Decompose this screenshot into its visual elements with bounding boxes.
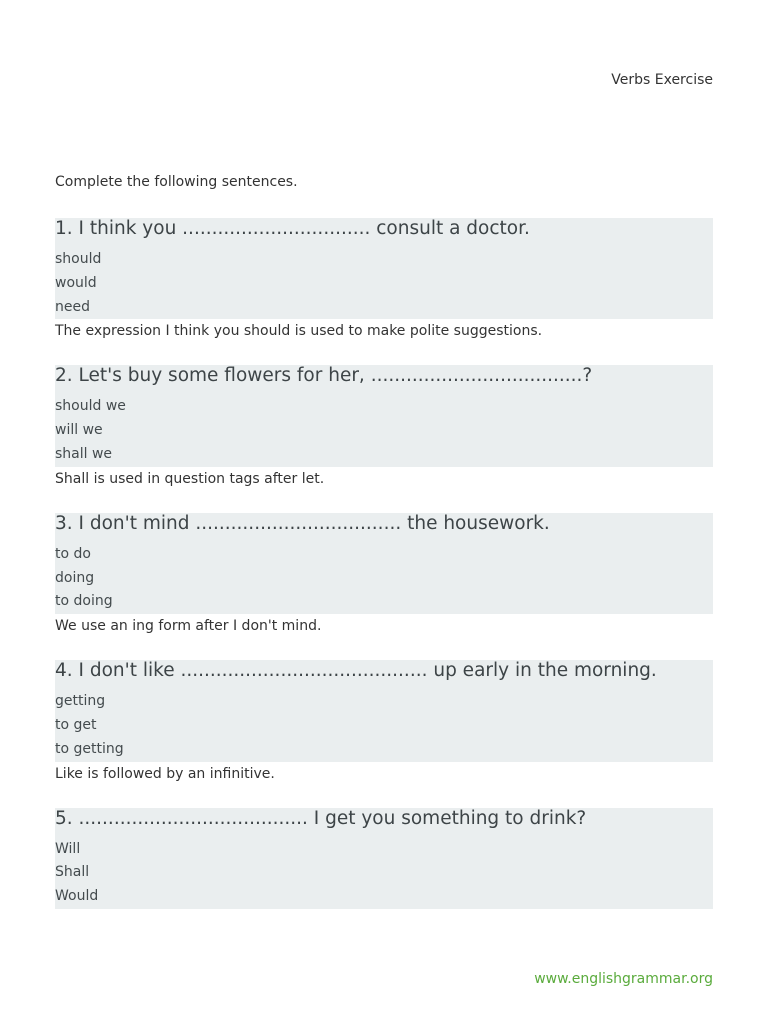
questions-list <box>55 218 713 909</box>
answer-option[interactable]: will we <box>55 422 103 439</box>
answer-option[interactable]: to doing <box>55 593 113 610</box>
answer-option[interactable]: should we <box>55 398 126 415</box>
answer-option[interactable]: Shall <box>55 864 90 881</box>
footer-website-link[interactable]: www.englishgrammar.org <box>534 971 713 987</box>
question-spacer <box>55 343 713 365</box>
question-text: 3. I don't mind ................................... the housework. <box>55 512 550 534</box>
question-5 <box>55 808 713 909</box>
question-spacer <box>55 786 713 808</box>
question-text: 4. I don't like .......................................... up early in the morning. <box>55 660 657 682</box>
question-3 <box>55 513 713 638</box>
answer-option[interactable]: need <box>55 298 90 315</box>
answer-option[interactable]: shall we <box>55 445 113 462</box>
answer-option[interactable]: would <box>55 274 97 291</box>
instructions-text: Complete the following sentences. <box>55 174 298 190</box>
question-4 <box>55 660 713 785</box>
answer-option[interactable]: to get <box>55 716 97 733</box>
answer-option[interactable]: getting <box>55 693 106 710</box>
question-spacer <box>55 491 713 513</box>
question-2 <box>55 365 713 490</box>
answer-explanation: Shall is used in question tags after let. <box>55 467 713 491</box>
question-text: 1. I think you ................................ consult a doctor. <box>55 218 530 239</box>
answer-explanation: We use an ing form after I don't mind. <box>55 614 713 638</box>
answer-explanation: The expression I think you should is used to make polite suggestions. <box>55 319 713 343</box>
question-1 <box>55 218 713 343</box>
question-block <box>55 660 713 761</box>
question-block <box>55 218 713 319</box>
answer-option[interactable]: should <box>55 251 102 267</box>
question-text: 2. Let's buy some flowers for her, ....................................? <box>55 365 593 387</box>
page-header-title: Verbs Exercise <box>611 72 713 88</box>
question-block <box>55 365 713 466</box>
answer-option[interactable]: to getting <box>55 740 124 757</box>
question-block <box>55 808 713 909</box>
question-spacer <box>55 638 713 660</box>
answer-option[interactable]: to do <box>55 545 91 562</box>
answer-option[interactable]: Would <box>55 888 99 905</box>
answer-explanation: Like is followed by an infinitive. <box>55 762 713 786</box>
question-text: 5. ....................................... I get you something to drink? <box>55 807 587 829</box>
answer-option[interactable]: Will <box>55 840 81 857</box>
question-block <box>55 513 713 614</box>
answer-option[interactable]: doing <box>55 569 95 586</box>
